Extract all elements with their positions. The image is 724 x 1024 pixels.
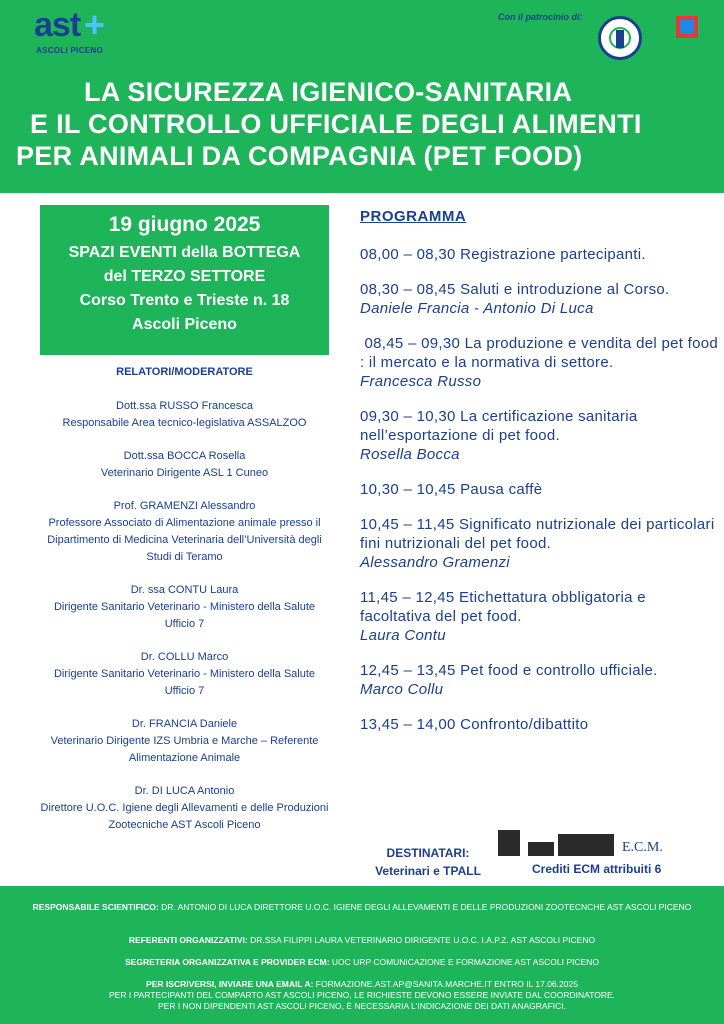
footer-responsabile-value: DR. ANTONIO DI LUCA DIRETTORE U.O.C. IGIENE DEGLI ALLEVAMENTI E DELLE PRODUZIONI ZOOTECNCHE AST ASCOLI PICENO: [161, 902, 692, 912]
program-item-text: 08,45 – 09,30 La produzione e vendita del pet food : il mercato e la normativa di settore.: [360, 335, 723, 371]
footer-note: PER I NON DIPENDENTI AST ASCOLI PICENO, È NECESSARIA L'INDICAZIONE DEI DATI ANAGRAFICI.: [158, 1001, 566, 1011]
program-item-text: 11,45 – 12,45 Etichettatura obbligatoria e facoltativa del pet food.: [360, 589, 646, 625]
title-line: LA SICUREZZA IGIENICO-SANITARIA: [84, 77, 573, 107]
event-info-box: [40, 205, 329, 355]
ecm-logo: [498, 830, 718, 862]
program-item-text: 08,00 – 08,30 Registrazione partecipanti.: [360, 246, 646, 263]
footer-referenti: [4, 935, 720, 946]
footer-responsabile: [4, 902, 720, 913]
ecm-people-icon: [558, 834, 614, 856]
event-location-line: Corso Trento e Trieste n. 18: [79, 292, 290, 309]
program-item-speaker: Rosella Bocca: [360, 446, 460, 463]
ecm-credits: Crediti ECM attribuiti 6: [532, 862, 662, 876]
speaker-role: Dirigente Sanitario Veterinario - Ministero della Salute Ufficio 7: [53, 668, 316, 697]
speaker-name: Dr. ssa CONTU Laura: [130, 584, 239, 596]
speaker-item: [40, 783, 329, 834]
program-item: [360, 661, 720, 699]
plus-icon: +: [84, 4, 106, 45]
program-item-text: 08,30 – 08,45 Saluti e introduzione al Corso.: [360, 281, 670, 298]
program-item: [360, 407, 720, 464]
page-title: [0, 76, 724, 172]
speakers-heading: RELATORI/MODERATORE: [116, 366, 253, 378]
program-item-text: 10,30 – 10,45 Pausa caffè: [360, 481, 543, 498]
speaker-item: [40, 498, 329, 566]
speaker-item: [40, 716, 329, 767]
program-item-speaker: Laura Contu: [360, 627, 446, 644]
destinatari-label: DESTINATARI:: [386, 846, 470, 860]
destinatari-value: Veterinari e TPALL: [375, 864, 481, 878]
footer-segreteria-label: SEGRETERIA ORGANIZZATIVA E PROVIDER ECM:: [125, 957, 330, 967]
program-item-speaker: Alessandro Gramenzi: [360, 554, 510, 571]
program-list: [360, 245, 723, 750]
program-item-speaker: Daniele Francia - Antonio Di Luca: [360, 300, 594, 317]
footer-referenti-value: DR.SSA FILIPPI LAURA VETERINARIO DIRIGENTE U.O.C. I.A.P.Z. AST ASCOLI PICENO: [250, 935, 596, 945]
footer-responsabile-label: RESPONSABILE SCIENTIFICO:: [32, 902, 159, 912]
speaker-role: Responsabile Area tecnico-legislativa ASSALZOO: [62, 417, 307, 429]
speaker-name: Dr. DI LUCA Antonio: [134, 785, 235, 797]
ast-logo: [34, 6, 114, 60]
speakers-list: [40, 398, 329, 850]
patrocinio-label: Con il patrocinio di:: [498, 12, 583, 22]
program-item: [360, 334, 723, 391]
program-heading: PROGRAMMA: [360, 208, 467, 225]
destinatari-block: [362, 844, 494, 880]
ecm-emblem-icon: [498, 830, 520, 856]
footer-iscrizioni-email[interactable]: FORMAZIONE.AST.AP@SANITA.MARCHE.IT ENTRO IL 17.06.2025: [315, 979, 578, 989]
speaker-role: Veterinario Dirigente IZS Umbria e Marche – Referente Alimentazione Animale: [50, 735, 319, 764]
program-item-text: 12,45 – 13,45 Pet food e controllo ufficiale.: [360, 662, 658, 679]
speaker-item: [40, 582, 329, 633]
event-location-line: Ascoli Piceno: [132, 316, 237, 333]
program-item: [360, 245, 720, 264]
footer: [0, 886, 724, 1024]
ecm-people-icon: [528, 842, 554, 856]
footer-segreteria-value: UOC URP COMUNICAZIONE E FORMAZIONE AST ASCOLI PICENO: [331, 957, 599, 967]
program-item-speaker: Marco Collu: [360, 681, 444, 698]
ministry-seal-icon: [598, 16, 642, 60]
footer-note: PER I PARTECIPANTI DEL COMPARTO AST ASCOLI PICENO, LE RICHIESTE DEVONO ESSERE INVIATE DAL COORDINATORE.: [108, 990, 616, 1000]
speaker-role: Professore Associato di Alimentazione animale presso il Dipartimento di Medicina Veterinaria dell’Università degli Studi di Teramo: [47, 517, 322, 563]
header-banner: [0, 0, 724, 193]
title-line: PER ANIMALI DA COMPAGNIA (PET FOOD): [16, 141, 583, 171]
footer-referenti-label: REFERENTI ORGANIZZATIVI:: [128, 935, 248, 945]
program-item: [360, 588, 720, 645]
speaker-name: Dott.ssa BOCCA Rosella: [123, 450, 246, 462]
program-item: [360, 480, 720, 499]
footer-segreteria: [4, 957, 720, 968]
program-item-speaker: Francesca Russo: [360, 373, 482, 390]
speaker-item: [40, 649, 329, 700]
program-item-text: 13,45 – 14,00 Confronto/dibattito: [360, 716, 589, 733]
speaker-name: Prof. GRAMENZI Alessandro: [113, 500, 256, 512]
speaker-name: Dr. COLLU Marco: [140, 651, 229, 663]
speaker-role: Dirigente Sanitario Veterinario - Ministero della Salute Ufficio 7: [53, 601, 316, 630]
ecm-logo-text: E.C.M.: [622, 840, 663, 855]
speaker-role: Direttore U.O.C. Igiene degli Allevamenti e delle Produzioni Zootecniche AST Ascoli Piceno: [40, 802, 329, 831]
event-location-line: SPAZI EVENTI della BOTTEGA: [68, 244, 301, 261]
event-location-line: del TERZO SETTORE: [103, 268, 266, 285]
veterinary-society-logo-icon: [664, 14, 710, 64]
speaker-item: [40, 398, 329, 432]
speaker-name: Dr. FRANCIA Daniele: [131, 718, 238, 730]
program-item-text: 10,45 – 11,45 Significato nutrizionale dei particolari fini nutrizionali del pet food.: [360, 516, 715, 552]
speaker-role: Veterinario Dirigente ASL 1 Cuneo: [100, 467, 269, 479]
speaker-item: [40, 448, 329, 482]
program-item: [360, 280, 720, 318]
program-item: [360, 515, 720, 572]
logo-text: ast: [34, 6, 81, 44]
footer-iscrizioni: [4, 979, 720, 990]
title-line: E IL CONTROLLO UFFICIALE DEGLI ALIMENTI: [30, 109, 642, 139]
speaker-name: Dott.ssa RUSSO Francesca: [116, 400, 253, 412]
program-item: [360, 715, 720, 734]
footer-iscrizioni-label: PER ISCRIVERSI, INVIARE UNA EMAIL A:: [146, 979, 314, 989]
event-date: 19 giugno 2025: [108, 213, 261, 236]
logo-subtitle: ASCOLI PICENO: [36, 46, 104, 55]
program-item-text: 09,30 – 10,30 La certificazione sanitaria nell’esportazione di pet food.: [360, 408, 638, 444]
